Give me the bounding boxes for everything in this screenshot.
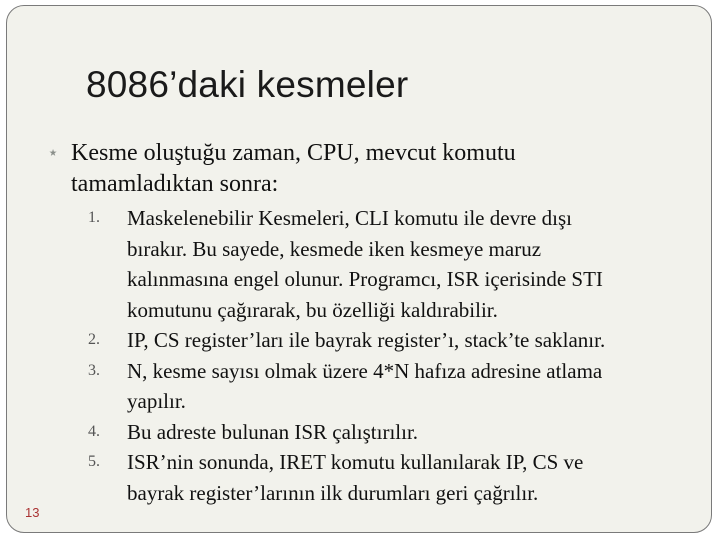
slide-title: 8086’daki kesmeler xyxy=(86,64,409,105)
list-item-number: 1. xyxy=(88,209,100,226)
list-item-number: 3. xyxy=(88,361,100,379)
list-item-line: Maskelenebilir Kesmeleri, CLI komutu ile devre dışı xyxy=(127,206,572,230)
bullet-line-1: Kesme oluştuğu zaman, CPU, mevcut komutu xyxy=(71,140,516,166)
list-item xyxy=(77,325,697,356)
list-item-number: 4. xyxy=(88,422,100,440)
list-item-line: N, kesme sayısı olmak üzere 4*N hafıza adresine atlama xyxy=(127,358,603,383)
list-item-line: IP, CS register’ları ile bayrak register’ı, stack’te saklanır. xyxy=(127,328,606,352)
list-item-number: 2. xyxy=(88,331,100,348)
list-item-line: komutunu çağırarak, bu özelliği kaldırabilir. xyxy=(127,297,498,322)
slide xyxy=(6,5,712,533)
numbered-list xyxy=(77,203,697,508)
list-item xyxy=(77,203,697,325)
list-item xyxy=(77,356,697,417)
main-bullet xyxy=(49,138,689,200)
list-item-line: bayrak register’larının ilk durumları geri çağrılır. xyxy=(127,480,539,505)
bullet-line-2: tamamladıktan sonra: xyxy=(71,171,279,197)
list-item xyxy=(77,417,697,448)
bullet-marker-icon: ⭑ xyxy=(49,145,58,161)
list-item-line: bırakır. Bu sayede, kesmede iken kesmeye maruz xyxy=(127,236,542,261)
list-item-line: kalınmasına engel olunur. Programcı, ISR içerisinde STI xyxy=(127,267,603,291)
bullet-text xyxy=(49,138,689,200)
list-item-line: Bu adreste bulunan ISR çalıştırılır. xyxy=(127,419,419,444)
list-item-number: 5. xyxy=(88,453,100,470)
list-item-line: ISR’nin sonunda, IRET komutu kullanılarak IP, CS ve xyxy=(127,450,584,474)
list-item xyxy=(77,447,697,508)
list-item-line: yapılır. xyxy=(127,389,186,413)
page-number: 13 xyxy=(25,505,40,520)
